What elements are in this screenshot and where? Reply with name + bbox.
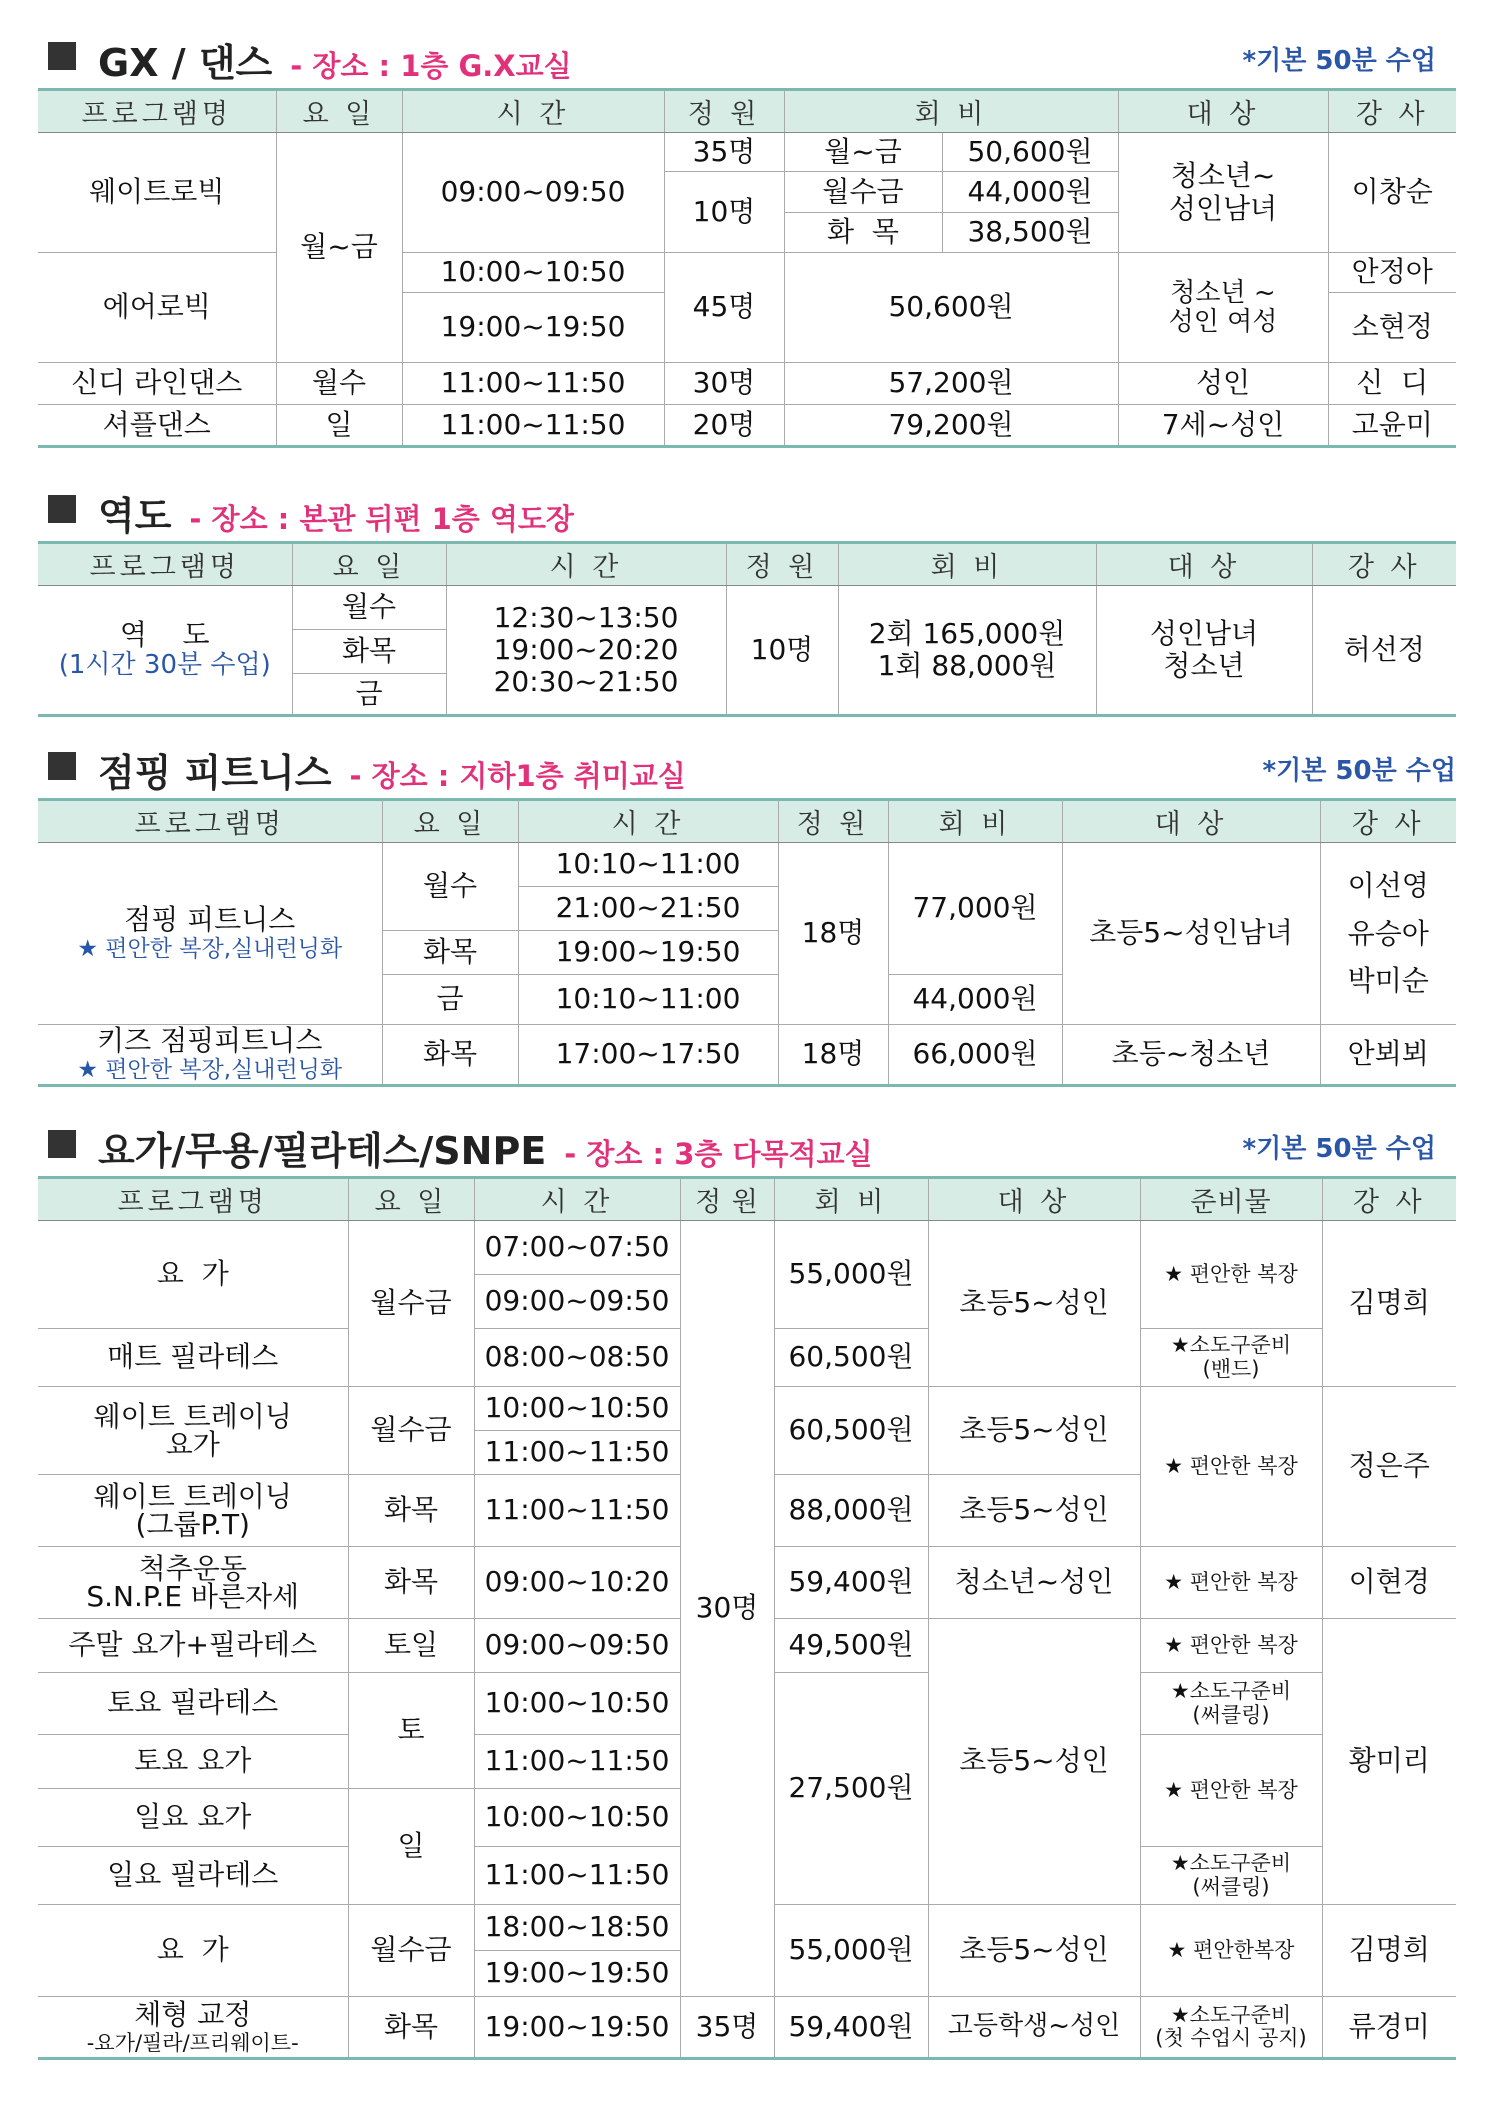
days: 금 xyxy=(292,674,446,716)
target: 초등5~성인남녀 xyxy=(1062,843,1320,1025)
teacher: 안뵈뵈 xyxy=(1320,1025,1456,1086)
col-days: 요 일 xyxy=(348,1178,474,1221)
days: 월수 xyxy=(292,586,446,630)
capacity: 30명 xyxy=(680,1221,774,1997)
days: 화목 xyxy=(348,1547,474,1619)
time: 11:00~11:50 xyxy=(474,1735,680,1789)
target: 성인남녀 청소년 xyxy=(1096,586,1312,716)
time: 10:00~10:50 xyxy=(402,253,664,293)
prep: ★ 편안한 복장 xyxy=(1140,1547,1322,1619)
col-program: 프로그램명 xyxy=(38,90,276,133)
program-subtitle: -요가/필라/프리웨이트- xyxy=(86,2031,299,2056)
col-fee: 회 비 xyxy=(784,90,1118,133)
fee: 50,600원 xyxy=(942,133,1118,172)
days: 토 xyxy=(348,1673,474,1789)
days: 화목 xyxy=(348,1475,474,1547)
target: 초등~청소년 xyxy=(1062,1025,1320,1086)
target: 7세~성인 xyxy=(1118,405,1328,447)
gx-title: GX / 댄스 xyxy=(98,41,273,85)
table-header-row xyxy=(38,90,1456,133)
prep: ★ 편안한복장 xyxy=(1140,1905,1322,1997)
time: 19:00~19:50 xyxy=(518,931,778,975)
teacher: 이현경 xyxy=(1322,1547,1456,1619)
program-name xyxy=(38,1025,382,1086)
table-header-row xyxy=(38,543,1456,586)
fee: 79,200원 xyxy=(784,405,1118,447)
prep: ★소도구준비 (써클링) xyxy=(1140,1847,1322,1905)
col-target: 대 상 xyxy=(1062,800,1320,843)
fee: 44,000원 xyxy=(888,975,1062,1025)
program-title: 점핑 피트니스 xyxy=(124,903,296,937)
col-program: 프로그램명 xyxy=(38,543,292,586)
days: 금 xyxy=(382,975,518,1025)
col-time: 시 간 xyxy=(518,800,778,843)
table-row xyxy=(38,586,1456,630)
capacity: 45명 xyxy=(664,253,784,363)
fee: 55,000원 xyxy=(774,1221,928,1329)
fee: 27,500원 xyxy=(774,1673,928,1905)
days: 월수 xyxy=(276,363,402,405)
square-bullet-icon xyxy=(48,752,76,780)
yoga-table xyxy=(38,1176,1456,2060)
col-time: 시 간 xyxy=(474,1178,680,1221)
square-bullet-icon xyxy=(48,495,76,523)
fee: 57,200원 xyxy=(784,363,1118,405)
fee: 77,000원 xyxy=(888,843,1062,975)
gx-header xyxy=(38,32,1456,88)
teacher: 허선정 xyxy=(1312,586,1456,716)
teacher: 정은주 xyxy=(1322,1387,1456,1547)
table-row xyxy=(38,405,1456,447)
col-teacher: 강 사 xyxy=(1312,543,1456,586)
time: 10:00~10:50 xyxy=(474,1789,680,1847)
weightlifting-table xyxy=(38,541,1456,717)
teacher: 이선영 유승아 박미순 xyxy=(1320,843,1456,1025)
yoga-header xyxy=(38,1120,1456,1176)
days: 토일 xyxy=(348,1619,474,1673)
col-program: 프로그램명 xyxy=(38,800,382,843)
col-teacher: 강 사 xyxy=(1328,90,1456,133)
target: 초등5~성인 xyxy=(928,1905,1140,1997)
days: 월수 xyxy=(382,843,518,931)
program-name: 신디 라인댄스 xyxy=(38,363,276,405)
target: 청소년 ~ 성인 여성 xyxy=(1118,253,1328,363)
jumping-location: - 장소 : 지하1층 취미교실 xyxy=(349,759,686,793)
table-row xyxy=(38,843,1456,887)
jumping-title: 점핑 피트니스 xyxy=(98,751,332,795)
col-days: 요 일 xyxy=(276,90,402,133)
col-capacity: 정 원 xyxy=(680,1178,774,1221)
capacity: 10명 xyxy=(726,586,838,716)
time: 10:00~10:50 xyxy=(474,1387,680,1431)
target: 초등5~성인 xyxy=(928,1475,1140,1547)
gx-table xyxy=(38,88,1456,448)
time: 19:00~19:50 xyxy=(474,1997,680,2059)
time: 09:00~09:50 xyxy=(402,133,664,253)
program-name: 일요 요가 xyxy=(38,1789,348,1847)
col-capacity: 정 원 xyxy=(778,800,888,843)
time: 19:00~19:50 xyxy=(474,1951,680,1997)
capacity: 20명 xyxy=(664,405,784,447)
time: 19:00~19:50 xyxy=(402,293,664,363)
prep: ★소도구준비 (첫 수업시 공지) xyxy=(1140,1997,1322,2059)
program-name: 토요 요가 xyxy=(38,1735,348,1789)
fee: 88,000원 xyxy=(774,1475,928,1547)
gx-section xyxy=(38,32,1456,448)
capacity: 18명 xyxy=(778,843,888,1025)
days: 월수금 xyxy=(348,1905,474,1997)
time: 11:00~11:50 xyxy=(402,363,664,405)
teacher: 김명희 xyxy=(1322,1221,1456,1387)
days: 화목 xyxy=(348,1997,474,2059)
time: 10:10~11:00 xyxy=(518,843,778,887)
days: 월수금 xyxy=(348,1221,474,1387)
program-name: 요 가 xyxy=(38,1221,348,1329)
target: 청소년~ 성인남녀 xyxy=(1118,133,1328,253)
capacity: 18명 xyxy=(778,1025,888,1086)
col-days: 요 일 xyxy=(292,543,446,586)
days: 월수금 xyxy=(348,1387,474,1475)
days: 월~금 xyxy=(276,133,402,363)
program-name: 척추운동 S.N.P.E 바른자세 xyxy=(38,1547,348,1619)
prep: ★ 편안한 복장 xyxy=(1140,1221,1322,1329)
teacher: 소현정 xyxy=(1328,293,1456,363)
program-duration-note: (1시간 30분 수업) xyxy=(58,650,271,681)
teacher: 김명희 xyxy=(1322,1905,1456,1997)
table-row xyxy=(38,133,1456,172)
weightlifting-section xyxy=(38,485,1456,717)
yoga-section xyxy=(38,1120,1456,2060)
program-name: 토요 필라테스 xyxy=(38,1673,348,1735)
program-name xyxy=(38,1997,348,2059)
days: 화목 xyxy=(382,1025,518,1086)
prep: ★ 편안한 복장 xyxy=(1140,1735,1322,1847)
col-time: 시 간 xyxy=(446,543,726,586)
program-title: 체형 교정 xyxy=(134,1997,252,2031)
program-name: 주말 요가+필라테스 xyxy=(38,1619,348,1673)
gx-location: - 장소 : 1층 G.X교실 xyxy=(290,49,572,83)
jumping-table xyxy=(38,798,1456,1087)
time: 12:30~13:50 19:00~20:20 20:30~21:50 xyxy=(446,586,726,716)
program-name: 일요 필라테스 xyxy=(38,1847,348,1905)
fee: 55,000원 xyxy=(774,1905,928,1997)
col-fee: 회 비 xyxy=(888,800,1062,843)
target: 성인 xyxy=(1118,363,1328,405)
time: 17:00~17:50 xyxy=(518,1025,778,1086)
time: 07:00~07:50 xyxy=(474,1221,680,1275)
teacher: 이창순 xyxy=(1328,133,1456,253)
table-header-row xyxy=(38,800,1456,843)
program-name xyxy=(38,586,292,716)
yoga-title: 요가/무용/필라테스/SNPE xyxy=(98,1129,547,1173)
time: 09:00~10:20 xyxy=(474,1547,680,1619)
target: 청소년~성인 xyxy=(928,1547,1140,1619)
program-name: 매트 필라테스 xyxy=(38,1329,348,1387)
program-prep-note: ★ 편안한 복장,실내런닝화 xyxy=(77,1057,343,1084)
capacity: 35명 xyxy=(680,1997,774,2059)
col-fee: 회 비 xyxy=(774,1178,928,1221)
col-teacher: 강 사 xyxy=(1322,1178,1456,1221)
time: 18:00~18:50 xyxy=(474,1905,680,1951)
col-prep: 준비물 xyxy=(1140,1178,1322,1221)
col-target: 대 상 xyxy=(928,1178,1140,1221)
time: 10:10~11:00 xyxy=(518,975,778,1025)
yoga-location: - 장소 : 3층 다목적교실 xyxy=(564,1137,873,1171)
time: 09:00~09:50 xyxy=(474,1619,680,1673)
time: 11:00~11:50 xyxy=(474,1475,680,1547)
prep: ★소도구준비 (밴드) xyxy=(1140,1329,1322,1387)
fee-days: 월수금 xyxy=(784,172,942,213)
teacher: 황미리 xyxy=(1322,1619,1456,1905)
jumping-section xyxy=(38,742,1456,1087)
fee-days: 화 목 xyxy=(784,213,942,253)
capacity: 30명 xyxy=(664,363,784,405)
fee: 44,000원 xyxy=(942,172,1118,213)
col-capacity: 정 원 xyxy=(726,543,838,586)
program-name: 웨이트 트레이닝 (그룹P.T) xyxy=(38,1475,348,1547)
target: 고등학생~성인 xyxy=(928,1997,1140,2059)
days: 화목 xyxy=(382,931,518,975)
table-row xyxy=(38,253,1456,293)
fee: 38,500원 xyxy=(942,213,1118,253)
table-header-row xyxy=(38,1178,1456,1221)
prep: ★소도구준비 (써클링) xyxy=(1140,1673,1322,1735)
program-name: 에어로빅 xyxy=(38,253,276,363)
col-program: 프로그램명 xyxy=(38,1178,348,1221)
program-name: 요 가 xyxy=(38,1905,348,1997)
col-capacity: 정 원 xyxy=(664,90,784,133)
teacher: 류경미 xyxy=(1322,1997,1456,2059)
program-name: 웨이트 트레이닝 요가 xyxy=(38,1387,348,1475)
square-bullet-icon xyxy=(48,42,76,70)
col-fee: 회 비 xyxy=(838,543,1096,586)
time: 10:00~10:50 xyxy=(474,1673,680,1735)
target: 초등5~성인 xyxy=(928,1221,1140,1387)
program-name xyxy=(38,843,382,1025)
time: 21:00~21:50 xyxy=(518,887,778,931)
teacher: 신 디 xyxy=(1328,363,1456,405)
fee: 49,500원 xyxy=(774,1619,928,1673)
jumping-note: *기본 50분 수업 xyxy=(1262,756,1456,786)
time: 11:00~11:50 xyxy=(474,1847,680,1905)
time: 11:00~11:50 xyxy=(474,1431,680,1475)
program-name: 웨이트로빅 xyxy=(38,133,276,253)
col-time: 시 간 xyxy=(402,90,664,133)
days: 일 xyxy=(276,405,402,447)
days: 화목 xyxy=(292,630,446,674)
square-bullet-icon xyxy=(48,1130,76,1158)
prep: ★ 편안한 복장 xyxy=(1140,1387,1322,1547)
col-target: 대 상 xyxy=(1118,90,1328,133)
target: 초등5~성인 xyxy=(928,1387,1140,1475)
table-row xyxy=(38,1025,1456,1086)
col-target: 대 상 xyxy=(1096,543,1312,586)
time: 08:00~08:50 xyxy=(474,1329,680,1387)
program-title: 키즈 점핑피트니스 xyxy=(97,1024,323,1057)
program-prep-note: ★ 편안한 복장,실내런닝화 xyxy=(77,936,343,963)
fee-days: 월~금 xyxy=(784,133,942,172)
jumping-header xyxy=(38,742,1456,798)
prep: ★ 편안한 복장 xyxy=(1140,1619,1322,1673)
col-teacher: 강 사 xyxy=(1320,800,1456,843)
table-row xyxy=(38,1997,1456,2059)
table-row xyxy=(38,1221,1456,1275)
program-title: 역 도 xyxy=(119,617,210,651)
fee: 60,500원 xyxy=(774,1329,928,1387)
program-name: 셔플댄스 xyxy=(38,405,276,447)
target: 초등5~성인 xyxy=(928,1619,1140,1905)
fee: 59,400원 xyxy=(774,1997,928,2059)
gx-note: *기본 50분 수업 xyxy=(1242,46,1436,76)
weightlifting-header xyxy=(38,485,1456,541)
time: 11:00~11:50 xyxy=(402,405,664,447)
fee: 2회 165,000원 1회 88,000원 xyxy=(838,586,1096,716)
weightlifting-location: - 장소 : 본관 뒤편 1층 역도장 xyxy=(189,502,574,536)
fee: 60,500원 xyxy=(774,1387,928,1475)
col-days: 요 일 xyxy=(382,800,518,843)
table-row xyxy=(38,363,1456,405)
fee: 50,600원 xyxy=(784,253,1118,363)
fee: 59,400원 xyxy=(774,1547,928,1619)
teacher: 고윤미 xyxy=(1328,405,1456,447)
days: 일 xyxy=(348,1789,474,1905)
capacity: 35명 xyxy=(664,133,784,172)
yoga-note: *기본 50분 수업 xyxy=(1242,1134,1436,1164)
teacher: 안정아 xyxy=(1328,253,1456,293)
time: 09:00~09:50 xyxy=(474,1275,680,1329)
capacity: 10명 xyxy=(664,172,784,253)
fee: 66,000원 xyxy=(888,1025,1062,1086)
weightlifting-title: 역도 xyxy=(98,494,172,538)
